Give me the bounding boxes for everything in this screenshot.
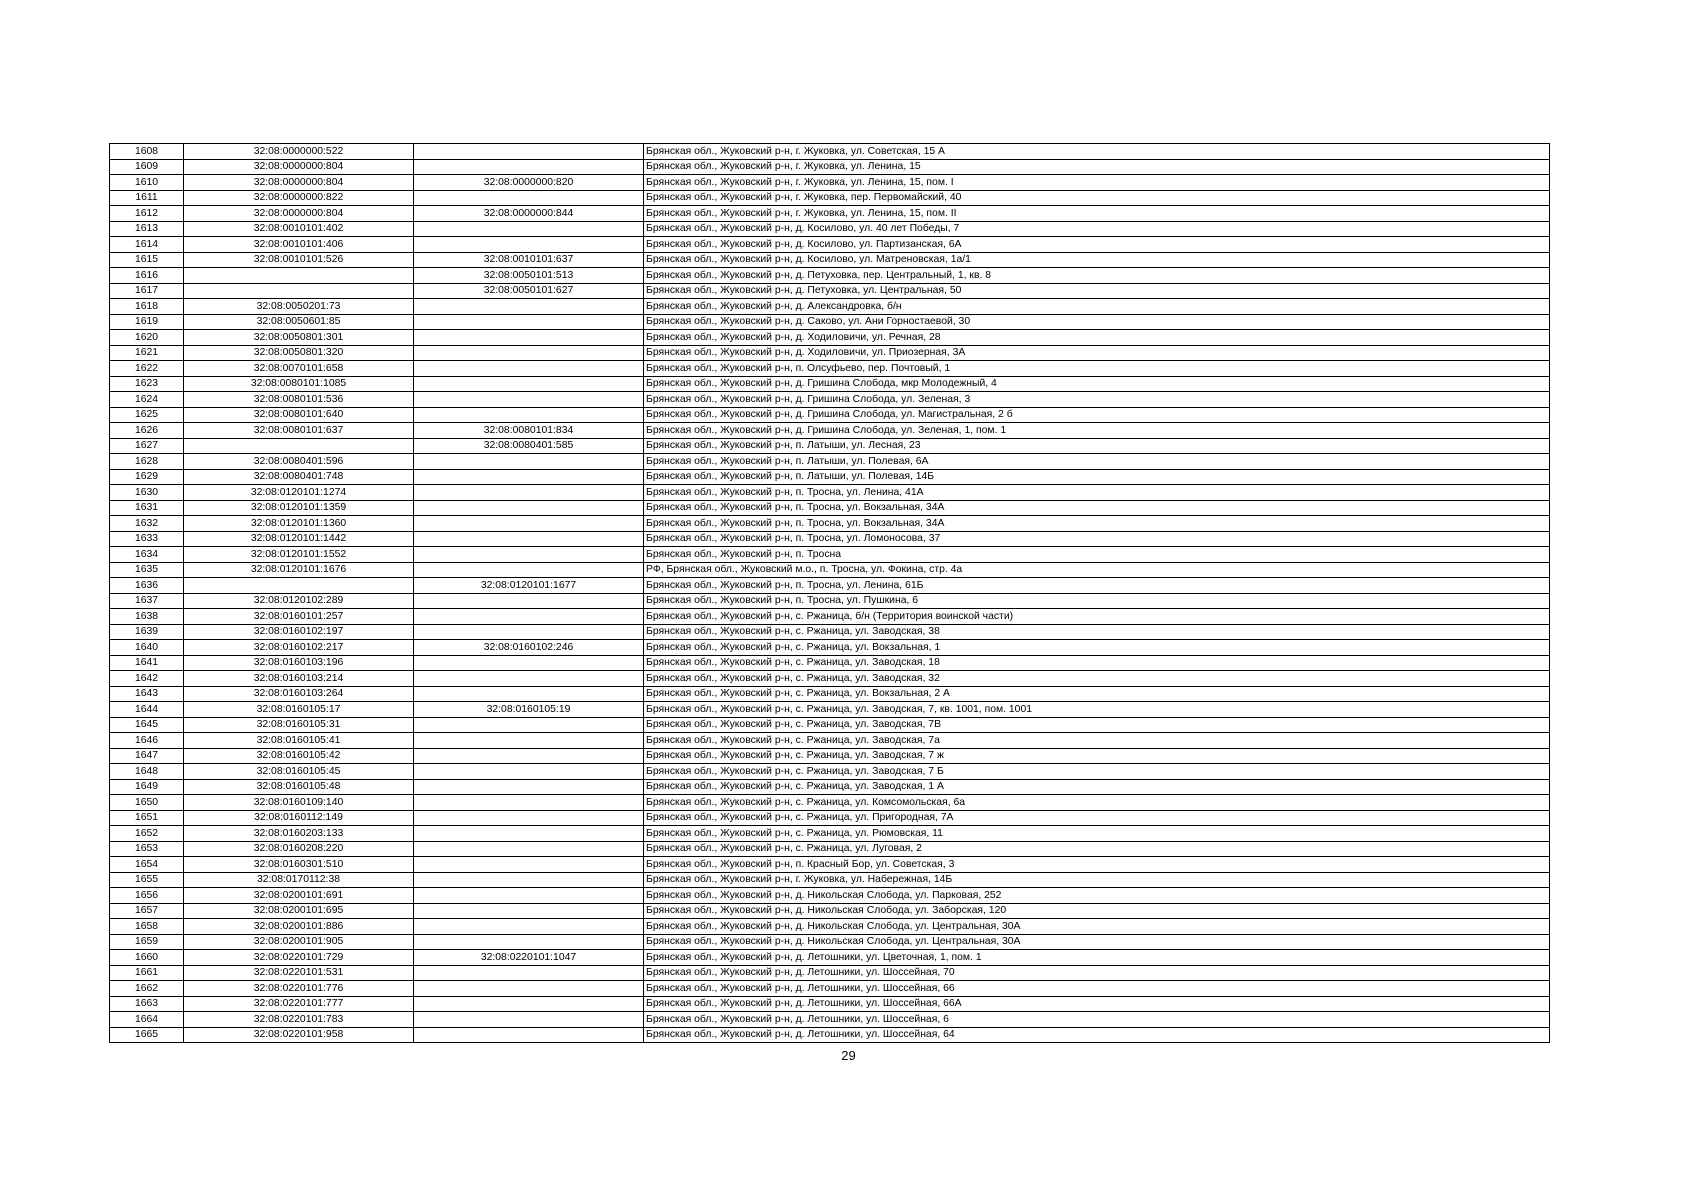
cadastral-number-cell: 32:08:0010101:402 [184, 221, 414, 237]
address-cell: Брянская обл., Жуковский р-н, с. Ржаница, ул. Рюмовская, 11 [644, 826, 1550, 842]
cadastral-number-cell: 32:08:0220101:783 [184, 1012, 414, 1028]
cadastral-number-cell: 32:08:0000000:822 [184, 190, 414, 206]
address-cell: Брянская обл., Жуковский р-н, д. Косилово, ул. Матреновская, 1а/1 [644, 252, 1550, 268]
linked-cadastral-number-cell [414, 299, 644, 315]
cadastral-number-cell: 32:08:0070101:658 [184, 361, 414, 377]
cadastral-number-cell [184, 268, 414, 284]
cadastral-number-cell: 32:08:0000000:804 [184, 175, 414, 191]
address-cell: Брянская обл., Жуковский р-н, д. Гришина Слобода, ул. Зеленая, 3 [644, 392, 1550, 408]
linked-cadastral-number-cell: 32:08:0000000:844 [414, 206, 644, 222]
linked-cadastral-number-cell: 32:08:0050101:627 [414, 283, 644, 299]
row-number-cell: 1660 [110, 950, 184, 966]
row-number-cell: 1637 [110, 593, 184, 609]
row-number-cell: 1638 [110, 609, 184, 625]
linked-cadastral-number-cell: 32:08:0160102:246 [414, 640, 644, 656]
row-number-cell: 1653 [110, 841, 184, 857]
linked-cadastral-number-cell [414, 593, 644, 609]
address-cell: Брянская обл., Жуковский р-н, п. Тросна [644, 547, 1550, 563]
row-number-cell: 1640 [110, 640, 184, 656]
table-row [110, 965, 1550, 981]
address-cell: Брянская обл., Жуковский р-н, с. Ржаница, ул. Заводская, 18 [644, 655, 1550, 671]
table-row [110, 562, 1550, 578]
linked-cadastral-number-cell [414, 624, 644, 640]
linked-cadastral-number-cell: 32:08:0080101:834 [414, 423, 644, 439]
address-cell: Брянская обл., Жуковский р-н, д. Летошники, ул. Шоссейная, 66А [644, 996, 1550, 1012]
address-cell: Брянская обл., Жуковский р-н, п. Олсуфьево, пер. Почтовый, 1 [644, 361, 1550, 377]
row-number-cell: 1610 [110, 175, 184, 191]
cadastral-number-cell: 32:08:0000000:804 [184, 206, 414, 222]
table-row [110, 500, 1550, 516]
address-cell: Брянская обл., Жуковский р-н, с. Ржаница, ул. Заводская, 7 ж [644, 748, 1550, 764]
address-cell: Брянская обл., Жуковский р-н, д. Петуховка, ул. Центральная, 50 [644, 283, 1550, 299]
table-row [110, 221, 1550, 237]
row-number-cell: 1662 [110, 981, 184, 997]
linked-cadastral-number-cell [414, 547, 644, 563]
linked-cadastral-number-cell [414, 919, 644, 935]
table-row [110, 516, 1550, 532]
table-row [110, 485, 1550, 501]
row-number-cell: 1651 [110, 810, 184, 826]
address-cell: Брянская обл., Жуковский р-н, п. Тросна, ул. Ленина, 61Б [644, 578, 1550, 594]
address-cell: Брянская обл., Жуковский р-н, п. Тросна, ул. Пушкина, 6 [644, 593, 1550, 609]
cadastral-number-cell: 32:08:0170112:38 [184, 872, 414, 888]
row-number-cell: 1644 [110, 702, 184, 718]
row-number-cell: 1612 [110, 206, 184, 222]
linked-cadastral-number-cell [414, 748, 644, 764]
table-row [110, 655, 1550, 671]
cadastral-number-cell [184, 283, 414, 299]
linked-cadastral-number-cell [414, 562, 644, 578]
cadastral-number-cell: 32:08:0220101:531 [184, 965, 414, 981]
linked-cadastral-number-cell [414, 221, 644, 237]
row-number-cell: 1623 [110, 376, 184, 392]
cadastral-number-cell: 32:08:0000000:804 [184, 159, 414, 175]
row-number-cell: 1655 [110, 872, 184, 888]
address-cell: Брянская обл., Жуковский р-н, г. Жуковка, ул. Ленина, 15, пом. II [644, 206, 1550, 222]
address-cell: Брянская обл., Жуковский р-н, д. Никольская Слобода, ул. Центральная, 30А [644, 934, 1550, 950]
page-number: 29 [841, 1048, 856, 1063]
cadastral-number-cell: 32:08:0160105:48 [184, 779, 414, 795]
cadastral-number-cell: 32:08:0120101:1360 [184, 516, 414, 532]
table-row [110, 717, 1550, 733]
table-row [110, 640, 1550, 656]
address-cell: Брянская обл., Жуковский р-н, п. Латыши, ул. Лесная, 23 [644, 438, 1550, 454]
row-number-cell: 1633 [110, 531, 184, 547]
row-number-cell: 1630 [110, 485, 184, 501]
row-number-cell: 1663 [110, 996, 184, 1012]
cadastral-number-cell: 32:08:0220101:777 [184, 996, 414, 1012]
address-cell: Брянская обл., Жуковский р-н, г. Жуковка, пер. Первомайский, 40 [644, 190, 1550, 206]
table-row [110, 314, 1550, 330]
address-cell: Брянская обл., Жуковский р-н, д. Гришина Слобода, мкр Молодежный, 4 [644, 376, 1550, 392]
address-cell: Брянская обл., Жуковский р-н, д. Ходиловичи, ул. Речная, 28 [644, 330, 1550, 346]
table-row [110, 190, 1550, 206]
table-row [110, 345, 1550, 361]
cadastral-number-cell [184, 578, 414, 594]
table-row [110, 950, 1550, 966]
table-row [110, 299, 1550, 315]
address-cell: Брянская обл., Жуковский р-н, п. Тросна, ул. Ленина, 41А [644, 485, 1550, 501]
table-row [110, 686, 1550, 702]
cadastral-number-cell: 32:08:0080101:640 [184, 407, 414, 423]
table-row [110, 1012, 1550, 1028]
cadastral-number-cell: 32:08:0080101:1085 [184, 376, 414, 392]
table-row [110, 702, 1550, 718]
cadastral-number-cell: 32:08:0050201:73 [184, 299, 414, 315]
address-cell: Брянская обл., Жуковский р-н, с. Ржаница, ул. Заводская, 7а [644, 733, 1550, 749]
linked-cadastral-number-cell [414, 686, 644, 702]
row-number-cell: 1611 [110, 190, 184, 206]
property-table [109, 143, 1550, 1043]
cadastral-number-cell: 32:08:0120101:1359 [184, 500, 414, 516]
address-cell: Брянская обл., Жуковский р-н, д. Летошники, ул. Цветочная, 1, пом. 1 [644, 950, 1550, 966]
address-cell: Брянская обл., Жуковский р-н, п. Латыши, ул. Полевая, 14Б [644, 469, 1550, 485]
row-number-cell: 1661 [110, 965, 184, 981]
linked-cadastral-number-cell [414, 159, 644, 175]
table-row [110, 531, 1550, 547]
linked-cadastral-number-cell [414, 857, 644, 873]
address-cell: Брянская обл., Жуковский р-н, п. Тросна, ул. Ломоносова, 37 [644, 531, 1550, 547]
row-number-cell: 1616 [110, 268, 184, 284]
row-number-cell: 1659 [110, 934, 184, 950]
table-row [110, 996, 1550, 1012]
table-row [110, 237, 1550, 253]
table-row [110, 888, 1550, 904]
cadastral-number-cell: 32:08:0220101:776 [184, 981, 414, 997]
cadastral-number-cell: 32:08:0120101:1552 [184, 547, 414, 563]
address-cell: Брянская обл., Жуковский р-н, п. Тросна, ул. Вокзальная, 34А [644, 500, 1550, 516]
linked-cadastral-number-cell [414, 361, 644, 377]
address-cell: Брянская обл., Жуковский р-н, г. Жуковка, ул. Советская, 15 А [644, 144, 1550, 160]
linked-cadastral-number-cell [414, 314, 644, 330]
linked-cadastral-number-cell [414, 485, 644, 501]
table-row [110, 841, 1550, 857]
row-number-cell: 1658 [110, 919, 184, 935]
address-cell: Брянская обл., Жуковский р-н, с. Ржаница, ул. Заводская, 38 [644, 624, 1550, 640]
table-row [110, 981, 1550, 997]
address-cell: Брянская обл., Жуковский р-н, п. Красный Бор, ул. Советская, 3 [644, 857, 1550, 873]
table-row [110, 330, 1550, 346]
row-number-cell: 1626 [110, 423, 184, 439]
linked-cadastral-number-cell [414, 392, 644, 408]
address-cell: Брянская обл., Жуковский р-н, с. Ржаница, ул. Комсомольская, 6а [644, 795, 1550, 811]
linked-cadastral-number-cell [414, 345, 644, 361]
row-number-cell: 1629 [110, 469, 184, 485]
row-number-cell: 1627 [110, 438, 184, 454]
row-number-cell: 1609 [110, 159, 184, 175]
cadastral-number-cell: 32:08:0200101:695 [184, 903, 414, 919]
address-cell: Брянская обл., Жуковский р-н, д. Никольская Слобода, ул. Центральная, 30А [644, 919, 1550, 935]
cadastral-number-cell: 32:08:0080101:637 [184, 423, 414, 439]
cadastral-number-cell: 32:08:0120101:1274 [184, 485, 414, 501]
linked-cadastral-number-cell [414, 764, 644, 780]
table-row [110, 903, 1550, 919]
linked-cadastral-number-cell [414, 779, 644, 795]
linked-cadastral-number-cell [414, 531, 644, 547]
table-row [110, 578, 1550, 594]
address-cell: Брянская обл., Жуковский р-н, д. Летошники, ул. Шоссейная, 66 [644, 981, 1550, 997]
table-body [110, 144, 1550, 1043]
row-number-cell: 1648 [110, 764, 184, 780]
row-number-cell: 1619 [110, 314, 184, 330]
cadastral-number-cell: 32:08:0160109:140 [184, 795, 414, 811]
row-number-cell: 1614 [110, 237, 184, 253]
table-row [110, 268, 1550, 284]
table-row [110, 934, 1550, 950]
address-cell: Брянская обл., Жуковский р-н, д. Ходиловичи, ул. Приозерная, 3А [644, 345, 1550, 361]
address-cell: Брянская обл., Жуковский р-н, с. Ржаница, ул. Вокзальная, 1 [644, 640, 1550, 656]
cadastral-number-cell: 32:08:0120101:1442 [184, 531, 414, 547]
linked-cadastral-number-cell [414, 872, 644, 888]
cadastral-number-cell: 32:08:0160301:510 [184, 857, 414, 873]
table-row [110, 795, 1550, 811]
row-number-cell: 1641 [110, 655, 184, 671]
row-number-cell: 1657 [110, 903, 184, 919]
cadastral-number-cell: 32:08:0050601:85 [184, 314, 414, 330]
linked-cadastral-number-cell [414, 144, 644, 160]
cadastral-number-cell: 32:08:0200101:905 [184, 934, 414, 950]
linked-cadastral-number-cell [414, 733, 644, 749]
table-row [110, 438, 1550, 454]
linked-cadastral-number-cell: 32:08:0220101:1047 [414, 950, 644, 966]
linked-cadastral-number-cell [414, 1012, 644, 1028]
address-cell: Брянская обл., Жуковский р-н, д. Никольская Слобода, ул. Заборская, 120 [644, 903, 1550, 919]
table-row [110, 144, 1550, 160]
linked-cadastral-number-cell [414, 500, 644, 516]
cadastral-number-cell: 32:08:0160105:17 [184, 702, 414, 718]
row-number-cell: 1646 [110, 733, 184, 749]
address-cell: Брянская обл., Жуковский р-н, с. Ржаница, ул. Заводская, 32 [644, 671, 1550, 687]
row-number-cell: 1664 [110, 1012, 184, 1028]
row-number-cell: 1628 [110, 454, 184, 470]
row-number-cell: 1635 [110, 562, 184, 578]
linked-cadastral-number-cell [414, 810, 644, 826]
linked-cadastral-number-cell [414, 981, 644, 997]
address-cell: Брянская обл., Жуковский р-н, с. Ржаница, ул. Вокзальная, 2 А [644, 686, 1550, 702]
table-row [110, 764, 1550, 780]
table-row [110, 469, 1550, 485]
table-row [110, 748, 1550, 764]
linked-cadastral-number-cell: 32:08:0120101:1677 [414, 578, 644, 594]
linked-cadastral-number-cell: 32:08:0050101:513 [414, 268, 644, 284]
address-cell: Брянская обл., Жуковский р-н, д. Никольская Слобода, ул. Парковая, 252 [644, 888, 1550, 904]
linked-cadastral-number-cell [414, 469, 644, 485]
cadastral-number-cell: 32:08:0000000:522 [184, 144, 414, 160]
cadastral-number-cell: 32:08:0050801:301 [184, 330, 414, 346]
linked-cadastral-number-cell [414, 888, 644, 904]
address-cell: Брянская обл., Жуковский р-н, г. Жуковка, ул. Ленина, 15 [644, 159, 1550, 175]
linked-cadastral-number-cell [414, 795, 644, 811]
table-row [110, 423, 1550, 439]
cadastral-number-cell: 32:08:0120102:289 [184, 593, 414, 609]
address-cell: Брянская обл., Жуковский р-н, д. Саково, ул. Ани Горностаевой, 30 [644, 314, 1550, 330]
row-number-cell: 1649 [110, 779, 184, 795]
address-cell: Брянская обл., Жуковский р-н, с. Ржаница, ул. Заводская, 7В [644, 717, 1550, 733]
address-cell: Брянская обл., Жуковский р-н, г. Жуковка, ул. Набережная, 14Б [644, 872, 1550, 888]
linked-cadastral-number-cell [414, 407, 644, 423]
cadastral-number-cell: 32:08:0160208:220 [184, 841, 414, 857]
linked-cadastral-number-cell [414, 903, 644, 919]
cadastral-number-cell: 32:08:0160105:31 [184, 717, 414, 733]
table-row [110, 609, 1550, 625]
linked-cadastral-number-cell [414, 655, 644, 671]
row-number-cell: 1618 [110, 299, 184, 315]
address-cell: Брянская обл., Жуковский р-н, д. Косилово, ул. Партизанская, 6А [644, 237, 1550, 253]
linked-cadastral-number-cell [414, 609, 644, 625]
cadastral-number-cell: 32:08:0010101:406 [184, 237, 414, 253]
row-number-cell: 1647 [110, 748, 184, 764]
row-number-cell: 1652 [110, 826, 184, 842]
address-cell: Брянская обл., Жуковский р-н, д. Косилово, ул. 40 лет Победы, 7 [644, 221, 1550, 237]
linked-cadastral-number-cell [414, 454, 644, 470]
address-cell: Брянская обл., Жуковский р-н, п. Латыши, ул. Полевая, 6А [644, 454, 1550, 470]
row-number-cell: 1615 [110, 252, 184, 268]
linked-cadastral-number-cell: 32:08:0080401:585 [414, 438, 644, 454]
table-row [110, 392, 1550, 408]
address-cell: Брянская обл., Жуковский р-н, д. Летошники, ул. Шоссейная, 6 [644, 1012, 1550, 1028]
linked-cadastral-number-cell [414, 965, 644, 981]
table-row [110, 407, 1550, 423]
linked-cadastral-number-cell [414, 330, 644, 346]
row-number-cell: 1656 [110, 888, 184, 904]
cadastral-number-cell: 32:08:0080401:596 [184, 454, 414, 470]
cadastral-number-cell: 32:08:0080101:536 [184, 392, 414, 408]
address-cell: Брянская обл., Жуковский р-н, с. Ржаница, б/н (Территория воинской части) [644, 609, 1550, 625]
table-row [110, 919, 1550, 935]
address-cell: Брянская обл., Жуковский р-н, д. Летошники, ул. Шоссейная, 70 [644, 965, 1550, 981]
table-row [110, 454, 1550, 470]
linked-cadastral-number-cell [414, 826, 644, 842]
cadastral-number-cell: 32:08:0220101:958 [184, 1027, 414, 1043]
table-row [110, 857, 1550, 873]
linked-cadastral-number-cell [414, 996, 644, 1012]
table-row [110, 810, 1550, 826]
table-row [110, 252, 1550, 268]
table-row [110, 733, 1550, 749]
row-number-cell: 1608 [110, 144, 184, 160]
cadastral-number-cell: 32:08:0120101:1676 [184, 562, 414, 578]
row-number-cell: 1634 [110, 547, 184, 563]
row-number-cell: 1620 [110, 330, 184, 346]
row-number-cell: 1625 [110, 407, 184, 423]
address-cell: Брянская обл., Жуковский р-н, г. Жуковка, ул. Ленина, 15, пом. I [644, 175, 1550, 191]
address-cell: Брянская обл., Жуковский р-н, с. Ржаница, ул. Заводская, 7 Б [644, 764, 1550, 780]
table-row [110, 175, 1550, 191]
row-number-cell: 1654 [110, 857, 184, 873]
table-row [110, 779, 1550, 795]
row-number-cell: 1642 [110, 671, 184, 687]
row-number-cell: 1639 [110, 624, 184, 640]
row-number-cell: 1617 [110, 283, 184, 299]
table-row [110, 283, 1550, 299]
cadastral-number-cell: 32:08:0160102:197 [184, 624, 414, 640]
linked-cadastral-number-cell: 32:08:0010101:637 [414, 252, 644, 268]
table-row [110, 1027, 1550, 1043]
linked-cadastral-number-cell [414, 516, 644, 532]
table-row [110, 159, 1550, 175]
linked-cadastral-number-cell [414, 671, 644, 687]
cadastral-number-cell: 32:08:0050801:320 [184, 345, 414, 361]
table-row [110, 547, 1550, 563]
row-number-cell: 1645 [110, 717, 184, 733]
cadastral-number-cell: 32:08:0160102:217 [184, 640, 414, 656]
table-row [110, 593, 1550, 609]
row-number-cell: 1621 [110, 345, 184, 361]
cadastral-number-cell: 32:08:0160105:45 [184, 764, 414, 780]
address-cell: Брянская обл., Жуковский р-н, п. Тросна, ул. Вокзальная, 34А [644, 516, 1550, 532]
address-cell: Брянская обл., Жуковский р-н, д. Летошники, ул. Шоссейная, 64 [644, 1027, 1550, 1043]
cadastral-number-cell: 32:08:0160112:149 [184, 810, 414, 826]
cadastral-number-cell: 32:08:0160101:257 [184, 609, 414, 625]
table-row [110, 671, 1550, 687]
linked-cadastral-number-cell: 32:08:0000000:820 [414, 175, 644, 191]
linked-cadastral-number-cell [414, 1027, 644, 1043]
cadastral-number-cell: 32:08:0160105:42 [184, 748, 414, 764]
linked-cadastral-number-cell [414, 376, 644, 392]
cadastral-number-cell: 32:08:0160103:264 [184, 686, 414, 702]
table-row [110, 206, 1550, 222]
cadastral-number-cell: 32:08:0010101:526 [184, 252, 414, 268]
linked-cadastral-number-cell [414, 841, 644, 857]
cadastral-number-cell: 32:08:0160203:133 [184, 826, 414, 842]
address-cell: Брянская обл., Жуковский р-н, д. Александровка, б/н [644, 299, 1550, 315]
table-row [110, 624, 1550, 640]
cadastral-number-cell: 32:08:0200101:886 [184, 919, 414, 935]
address-cell: Брянская обл., Жуковский р-н, с. Ржаница, ул. Луговая, 2 [644, 841, 1550, 857]
address-cell: Брянская обл., Жуковский р-н, д. Гришина Слобода, ул. Зеленая, 1, пом. 1 [644, 423, 1550, 439]
table-row [110, 872, 1550, 888]
address-cell: Брянская обл., Жуковский р-н, с. Ржаница, ул. Заводская, 1 А [644, 779, 1550, 795]
table-row [110, 826, 1550, 842]
cadastral-number-cell: 32:08:0160103:196 [184, 655, 414, 671]
address-cell: РФ, Брянская обл., Жуковский м.о., п. Тросна, ул. Фокина, стр. 4а [644, 562, 1550, 578]
table-row [110, 376, 1550, 392]
row-number-cell: 1631 [110, 500, 184, 516]
address-cell: Брянская обл., Жуковский р-н, с. Ржаница, ул. Пригородная, 7А [644, 810, 1550, 826]
row-number-cell: 1643 [110, 686, 184, 702]
table-row [110, 361, 1550, 377]
address-cell: Брянская обл., Жуковский р-н, д. Гришина Слобода, ул. Магистральная, 2 б [644, 407, 1550, 423]
linked-cadastral-number-cell: 32:08:0160105:19 [414, 702, 644, 718]
row-number-cell: 1622 [110, 361, 184, 377]
linked-cadastral-number-cell [414, 934, 644, 950]
row-number-cell: 1665 [110, 1027, 184, 1043]
row-number-cell: 1650 [110, 795, 184, 811]
address-cell: Брянская обл., Жуковский р-н, с. Ржаница, ул. Заводская, 7, кв. 1001, пом. 1001 [644, 702, 1550, 718]
row-number-cell: 1636 [110, 578, 184, 594]
cadastral-number-cell: 32:08:0160105:41 [184, 733, 414, 749]
row-number-cell: 1632 [110, 516, 184, 532]
address-cell: Брянская обл., Жуковский р-н, д. Петуховка, пер. Центральный, 1, кв. 8 [644, 268, 1550, 284]
cadastral-number-cell: 32:08:0160103:214 [184, 671, 414, 687]
linked-cadastral-number-cell [414, 190, 644, 206]
cadastral-number-cell [184, 438, 414, 454]
cadastral-number-cell: 32:08:0080401:748 [184, 469, 414, 485]
linked-cadastral-number-cell [414, 717, 644, 733]
linked-cadastral-number-cell [414, 237, 644, 253]
cadastral-number-cell: 32:08:0200101:691 [184, 888, 414, 904]
row-number-cell: 1624 [110, 392, 184, 408]
row-number-cell: 1613 [110, 221, 184, 237]
cadastral-number-cell: 32:08:0220101:729 [184, 950, 414, 966]
